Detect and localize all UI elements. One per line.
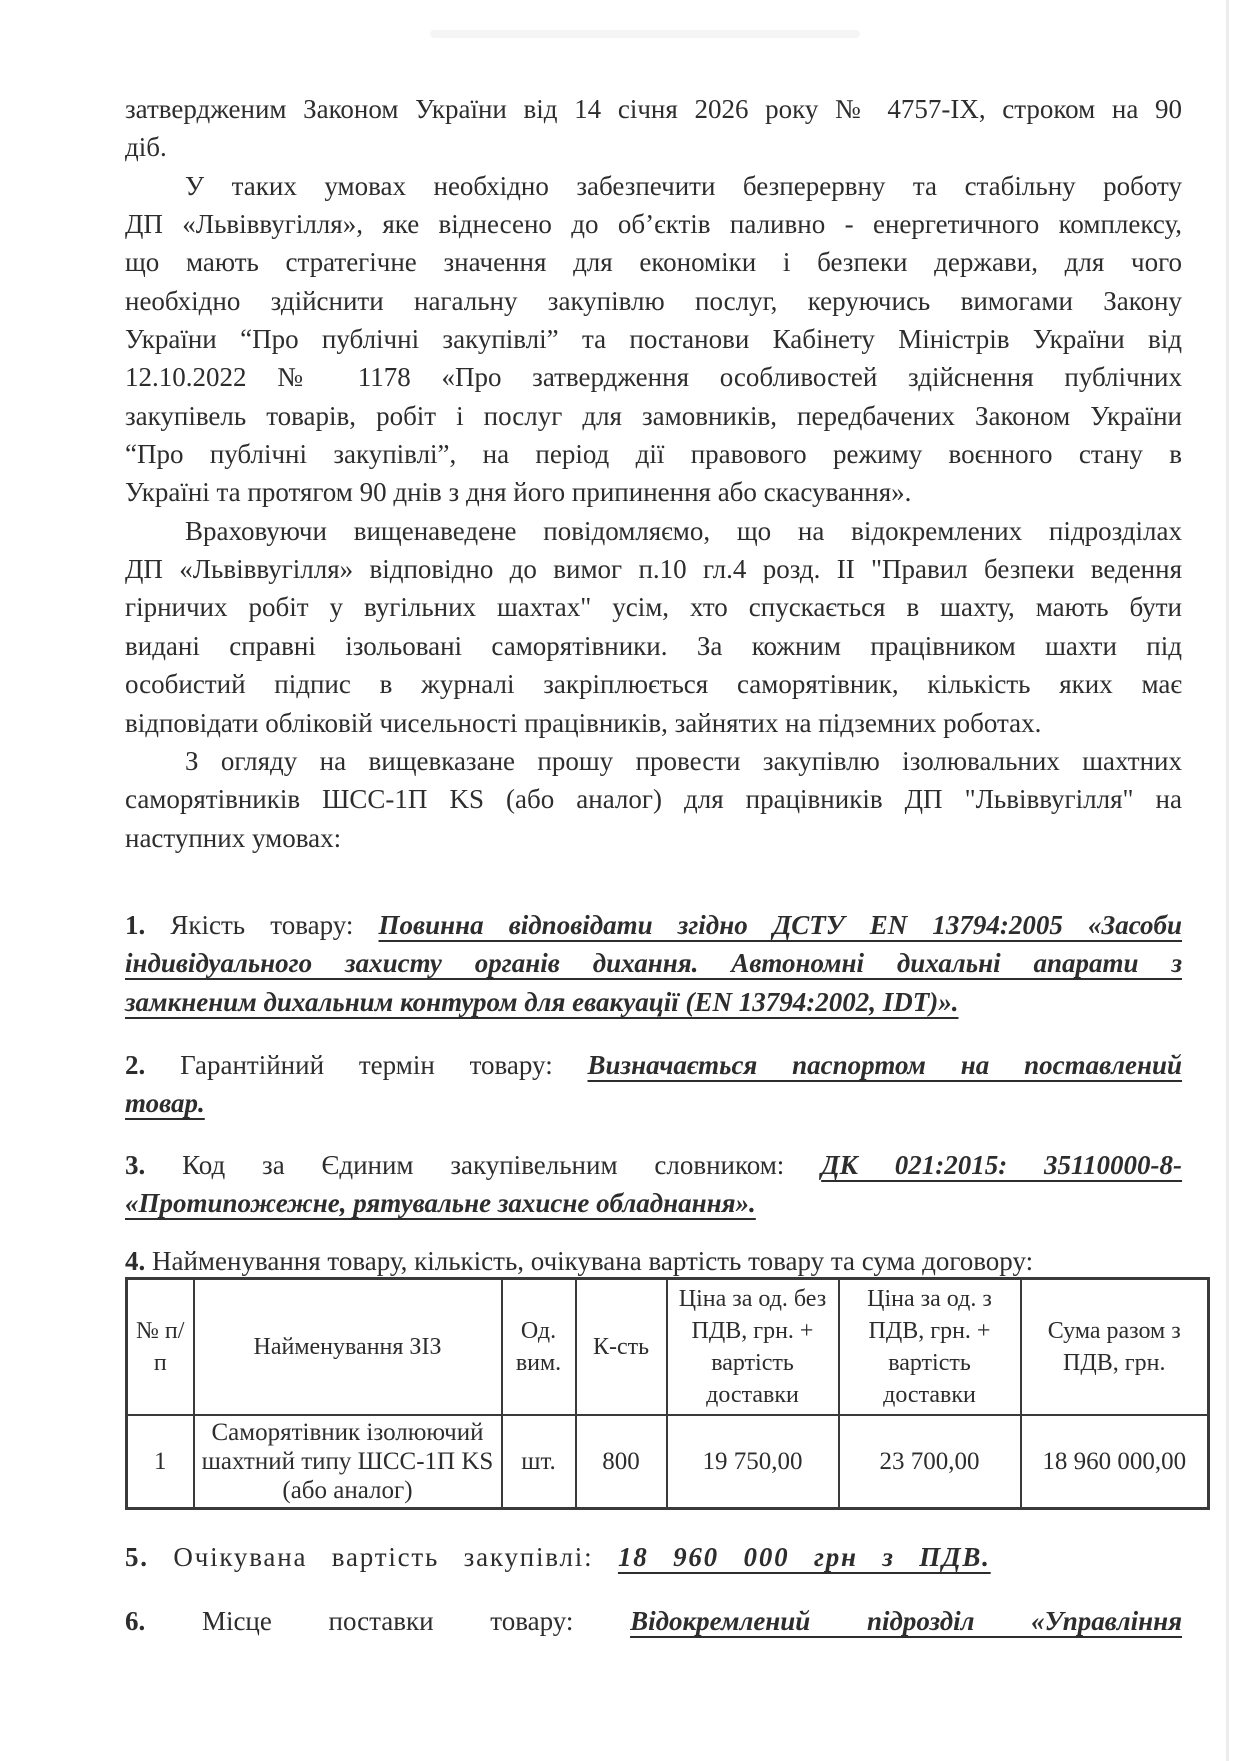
text-line: Враховуючи вищенаведене повідомляємо, що на відокремлених підрозділах (185, 515, 1182, 546)
cell-name: Саморятівник ізолюючий шахтний типу ШСС-1П KS (або аналог) (194, 1415, 502, 1509)
spacer (125, 1123, 1182, 1146)
scan-artifact-edge (1226, 0, 1229, 1761)
cell-total: 18 960 000,00 (1021, 1415, 1209, 1509)
text-line (125, 944, 1182, 982)
item-label: Гарантійний термін товару: (180, 1049, 553, 1080)
text-line (125, 1242, 1182, 1280)
paragraph-law-reference (125, 90, 1182, 167)
text-line: видані справні ізольовані саморятівники. За кожним працівником шахти під (125, 630, 1182, 661)
text-line (125, 983, 1182, 1021)
text-line: ДП «Львіввугілля» відповідно до вимог п.10 гл.4 розд. ІІ "Правил безпеки ведення (125, 554, 1182, 585)
paragraph-self-rescuer-rules (125, 512, 1182, 742)
text-line: ДП «Львіввугілля», яке віднесено до об’єктів паливно - енергетичного комплексу, (125, 209, 1182, 240)
text-line: затвердженим Законом України від 14 січня 2026 року № 4757-ІХ, строком на 90 (125, 94, 1182, 124)
text-line: наступних умовах: (125, 822, 342, 853)
text-line: України “Про публічні закупівлі” та постанови Кабінету Міністрів України від (125, 324, 1182, 355)
header-number: № п/п (127, 1278, 194, 1415)
text-line: особистий підпис в журналі закріплюється саморятівник, кількість яких має (125, 669, 1182, 700)
header-name: Найменування ЗІЗ (194, 1278, 502, 1415)
text-line (125, 1084, 1182, 1122)
header-price-no-vat: Ціна за од. без ПДВ, грн. + вартість доставки (667, 1278, 839, 1415)
text-line: З огляду на вищевказане прошу провести закупівлю ізолювальних шахтних (185, 745, 1182, 776)
item-number: 6. (125, 1605, 146, 1636)
item-number: 5. (125, 1541, 149, 1572)
paragraph-request (125, 742, 1182, 857)
text-line: необхідно здійснити нагальну закупівлю послуг, керуючись вимогами Закону (125, 285, 1182, 316)
paragraph-procurement-necessity (125, 167, 1182, 512)
text-line: відповідати обліковій чисельності працівників, зайнятих на підземних роботах. (125, 707, 1042, 738)
text-line: що мають стратегічне значення для економіки і безпеки держави, для чого (125, 247, 1182, 278)
cell-price-no-vat: 19 750,00 (667, 1415, 839, 1509)
header-total: Сума разом з ПДВ, грн. (1021, 1278, 1209, 1415)
scan-artifact-band (430, 30, 860, 38)
item-number: 3. (125, 1149, 146, 1180)
item-value: Повинна відповідати згідно ДСТУ EN 13794:2005 «Засоби (378, 909, 1183, 940)
table-header-row (127, 1278, 1209, 1415)
text-line: закупівель товарів, робіт і послуг для замовників, передбачених Законом України (125, 400, 1182, 431)
text-line: 12.10.2022 № 1178 «Про затвердження особливостей здійснення публічних (125, 362, 1182, 393)
item-value: товар. (125, 1088, 205, 1119)
item-label: Найменування товару, кількість, очікувана вартість товару та сума договору: (152, 1246, 1034, 1277)
text-line (125, 1602, 1182, 1640)
text-line (125, 1146, 1182, 1184)
item-number: 4. (125, 1246, 146, 1277)
item-number: 1. (125, 909, 146, 940)
item-4-goods-heading (125, 1242, 1182, 1280)
cell-unit: шт. (502, 1415, 576, 1509)
text-line: гірничих робіт у вугільних шахтах" усім, хто спускається в шахту, мають бути (125, 592, 1182, 623)
table-row (127, 1415, 1209, 1509)
item-value: «Протипожежне, рятувальне захисне обладнання». (125, 1187, 756, 1218)
text-line: діб. (125, 132, 167, 163)
item-label: Очікувана вартість закупівлі: (173, 1541, 594, 1572)
text-line: У таких умовах необхідно забезпечити безперервну та стабільну роботу (185, 170, 1182, 201)
item-3-classifier-code (125, 1146, 1182, 1223)
text-line (125, 906, 1182, 944)
item-value: ДК 021:2015: 35110000-8- (821, 1149, 1183, 1180)
cell-quantity: 800 (576, 1415, 667, 1509)
item-value: Відокремлений підрозділ «Управління (630, 1605, 1183, 1636)
item-6-delivery-place (125, 1602, 1182, 1640)
item-label: Якість товару: (170, 909, 354, 940)
goods-table (125, 1277, 1210, 1510)
header-price-vat: Ціна за од. з ПДВ, грн. + вартість доставки (839, 1278, 1021, 1415)
text-line (125, 1538, 1182, 1576)
spacer (125, 1576, 1182, 1602)
cell-number: 1 (127, 1415, 194, 1509)
text-line: саморятівників ШСС-1П KS (або аналог) для працівників ДП "Львіввугілля" на (125, 784, 1182, 815)
text-line: “Про публічні закупівлі”, на період дії правового режиму воєнного стану в (125, 439, 1182, 470)
header-unit: Од. вим. (502, 1278, 576, 1415)
text-line (125, 1184, 1182, 1222)
spacer (125, 1021, 1182, 1046)
item-value: Визначається паспортом на поставлений (587, 1049, 1182, 1080)
item-value: індивідуального захисту органів дихання. Автономні дихальні апарати з (125, 948, 1182, 979)
item-label: Місце поставки товару: (201, 1605, 574, 1636)
item-5-expected-value (125, 1538, 1182, 1576)
spacer (125, 1510, 1182, 1538)
header-quantity: К-сть (576, 1278, 667, 1415)
spacer (125, 857, 1182, 906)
item-label: Код за Єдиним закупівельним словником: (182, 1149, 785, 1180)
text-line (125, 1046, 1182, 1084)
spacer (125, 1222, 1182, 1242)
item-value: замкненим дихальним контуром для евакуації (EN 13794:2002, IDT)». (125, 986, 959, 1017)
document-body (125, 90, 1187, 1640)
item-value: 18 960 000 грн з ПДВ. (617, 1541, 991, 1572)
item-1-quality (125, 906, 1182, 1021)
item-number: 2. (125, 1049, 146, 1080)
cell-price-vat: 23 700,00 (839, 1415, 1021, 1509)
item-2-warranty (125, 1046, 1182, 1123)
text-line: Україні та протягом 90 днів з дня його припинення або скасування». (125, 477, 912, 508)
